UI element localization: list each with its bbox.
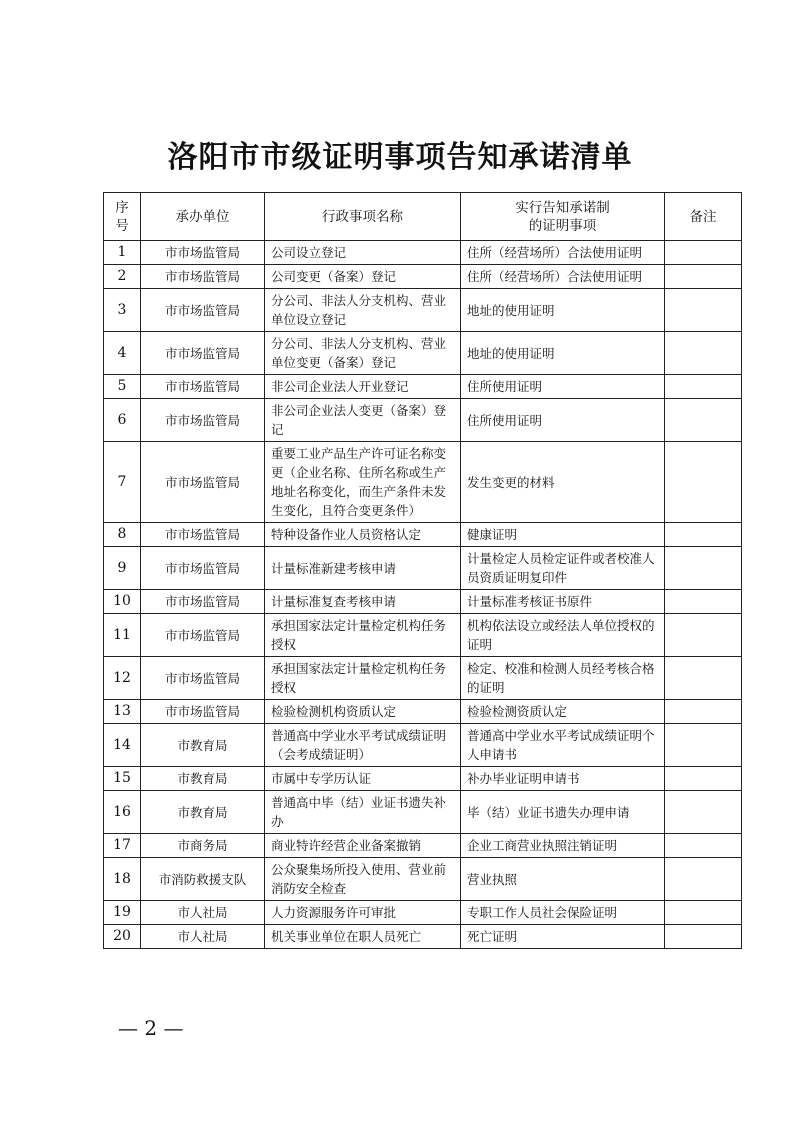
row-remark [665, 265, 742, 289]
row-unit: 市市场监管局 [141, 700, 265, 724]
row-unit: 市市场监管局 [141, 523, 265, 547]
row-unit: 市人社局 [141, 925, 265, 949]
row-item: 分公司、非法人分支机构、营业单位设立登记 [265, 289, 461, 332]
row-proof: 地址的使用证明 [461, 289, 665, 332]
row-proof: 地址的使用证明 [461, 332, 665, 375]
row-remark [665, 700, 742, 724]
row-proof: 住所使用证明 [461, 399, 665, 442]
table-row [104, 700, 742, 724]
row-remark [665, 657, 742, 700]
row-item: 特种设备作业人员资格认定 [265, 523, 461, 547]
row-unit: 市市场监管局 [141, 332, 265, 375]
row-no: 13 [104, 700, 141, 724]
row-item: 计量标准复查考核申请 [265, 590, 461, 614]
row-unit: 市市场监管局 [141, 289, 265, 332]
row-item: 承担国家法定计量检定机构任务授权 [265, 657, 461, 700]
row-item: 非公司企业法人开业登记 [265, 375, 461, 399]
document-title: 洛阳市市级证明事项告知承诺清单 [167, 140, 633, 175]
row-proof: 专职工作人员社会保险证明 [461, 901, 665, 925]
row-proof: 营业执照 [461, 858, 665, 901]
row-remark [665, 590, 742, 614]
header-proof: 实行告知承诺制 的证明事项 [461, 193, 665, 241]
row-unit: 市人社局 [141, 901, 265, 925]
header-unit: 承办单位 [141, 193, 265, 241]
table-row [104, 858, 742, 901]
row-unit: 市商务局 [141, 834, 265, 858]
row-item: 机关事业单位在职人员死亡 [265, 925, 461, 949]
commitment-list-table [103, 192, 742, 949]
table-row [104, 442, 742, 523]
row-remark [665, 241, 742, 265]
table-row [104, 590, 742, 614]
row-no: 11 [104, 614, 141, 657]
row-unit: 市市场监管局 [141, 442, 265, 523]
row-item: 检验检测机构资质认定 [265, 700, 461, 724]
row-unit: 市教育局 [141, 724, 265, 767]
row-remark [665, 332, 742, 375]
row-proof: 住所（经营场所）合法使用证明 [461, 241, 665, 265]
row-no: 15 [104, 767, 141, 791]
row-no: 7 [104, 442, 141, 523]
row-remark [665, 523, 742, 547]
table-row [104, 289, 742, 332]
row-unit: 市市场监管局 [141, 657, 265, 700]
row-remark [665, 767, 742, 791]
table-row [104, 614, 742, 657]
row-no: 18 [104, 858, 141, 901]
header-remark: 备注 [665, 193, 742, 241]
header-no: 序 号 [104, 193, 141, 241]
row-proof: 住所使用证明 [461, 375, 665, 399]
table-row [104, 332, 742, 375]
row-proof: 毕（结）业证书遗失办理申请 [461, 791, 665, 834]
table-row [104, 901, 742, 925]
row-remark [665, 399, 742, 442]
row-remark [665, 289, 742, 332]
row-proof: 普通高中学业水平考试成绩证明个人申请书 [461, 724, 665, 767]
row-no: 6 [104, 399, 141, 442]
row-unit: 市教育局 [141, 791, 265, 834]
page-number: — 2 — [118, 1016, 184, 1040]
row-proof: 机构依法设立或经法人单位授权的证明 [461, 614, 665, 657]
row-item: 人力资源服务许可审批 [265, 901, 461, 925]
row-no: 9 [104, 547, 141, 590]
row-item: 承担国家法定计量检定机构任务授权 [265, 614, 461, 657]
row-proof: 检定、校准和检测人员经考核合格的证明 [461, 657, 665, 700]
row-no: 5 [104, 375, 141, 399]
row-remark [665, 925, 742, 949]
row-no: 17 [104, 834, 141, 858]
row-remark [665, 791, 742, 834]
row-no: 10 [104, 590, 141, 614]
header-item: 行政事项名称 [265, 193, 461, 241]
table-row [104, 724, 742, 767]
row-item: 非公司企业法人变更（备案）登记 [265, 399, 461, 442]
row-unit: 市市场监管局 [141, 547, 265, 590]
row-unit: 市市场监管局 [141, 590, 265, 614]
row-item: 计量标准新建考核申请 [265, 547, 461, 590]
row-item: 商业特许经营企业备案撤销 [265, 834, 461, 858]
row-item: 市属中专学历认证 [265, 767, 461, 791]
table-row [104, 375, 742, 399]
row-no: 8 [104, 523, 141, 547]
row-no: 2 [104, 265, 141, 289]
row-item: 公众聚集场所投入使用、营业前消防安全检查 [265, 858, 461, 901]
row-no: 14 [104, 724, 141, 767]
row-remark [665, 547, 742, 590]
table-row [104, 265, 742, 289]
row-remark [665, 858, 742, 901]
row-proof: 发生变更的材料 [461, 442, 665, 523]
table-row [104, 767, 742, 791]
row-proof: 健康证明 [461, 523, 665, 547]
row-proof: 计量检定人员检定证件或者校准人员资质证明复印件 [461, 547, 665, 590]
row-item: 公司变更（备案）登记 [265, 265, 461, 289]
row-item: 分公司、非法人分支机构、营业单位变更（备案）登记 [265, 332, 461, 375]
row-no: 20 [104, 925, 141, 949]
row-proof: 计量标准考核证书原件 [461, 590, 665, 614]
row-remark [665, 901, 742, 925]
row-no: 12 [104, 657, 141, 700]
row-unit: 市消防救援支队 [141, 858, 265, 901]
row-unit: 市教育局 [141, 767, 265, 791]
row-proof: 企业工商营业执照注销证明 [461, 834, 665, 858]
row-item: 普通高中毕（结）业证书遗失补办 [265, 791, 461, 834]
table-header-row [104, 193, 742, 241]
row-remark [665, 834, 742, 858]
row-proof: 死亡证明 [461, 925, 665, 949]
row-remark [665, 375, 742, 399]
row-item: 重要工业产品生产许可证名称变更（企业名称、住所名称或生产地址名称变化，而生产条件未发生变化，且符合变更条件） [265, 442, 461, 523]
row-no: 1 [104, 241, 141, 265]
row-unit: 市市场监管局 [141, 614, 265, 657]
row-item: 普通高中学业水平考试成绩证明（会考成绩证明） [265, 724, 461, 767]
table-row [104, 925, 742, 949]
table-row [104, 399, 742, 442]
row-no: 3 [104, 289, 141, 332]
row-proof: 住所（经营场所）合法使用证明 [461, 265, 665, 289]
row-no: 4 [104, 332, 141, 375]
table-row [104, 791, 742, 834]
row-remark [665, 614, 742, 657]
table-row [104, 547, 742, 590]
row-unit: 市市场监管局 [141, 399, 265, 442]
row-unit: 市市场监管局 [141, 375, 265, 399]
table-row [104, 523, 742, 547]
table-row [104, 241, 742, 265]
row-no: 16 [104, 791, 141, 834]
row-remark [665, 442, 742, 523]
row-no: 19 [104, 901, 141, 925]
row-unit: 市市场监管局 [141, 241, 265, 265]
row-proof: 检验检测资质认定 [461, 700, 665, 724]
row-unit: 市市场监管局 [141, 265, 265, 289]
table-row [104, 657, 742, 700]
row-item: 公司设立登记 [265, 241, 461, 265]
table-row [104, 834, 742, 858]
row-remark [665, 724, 742, 767]
row-proof: 补办毕业证明申请书 [461, 767, 665, 791]
